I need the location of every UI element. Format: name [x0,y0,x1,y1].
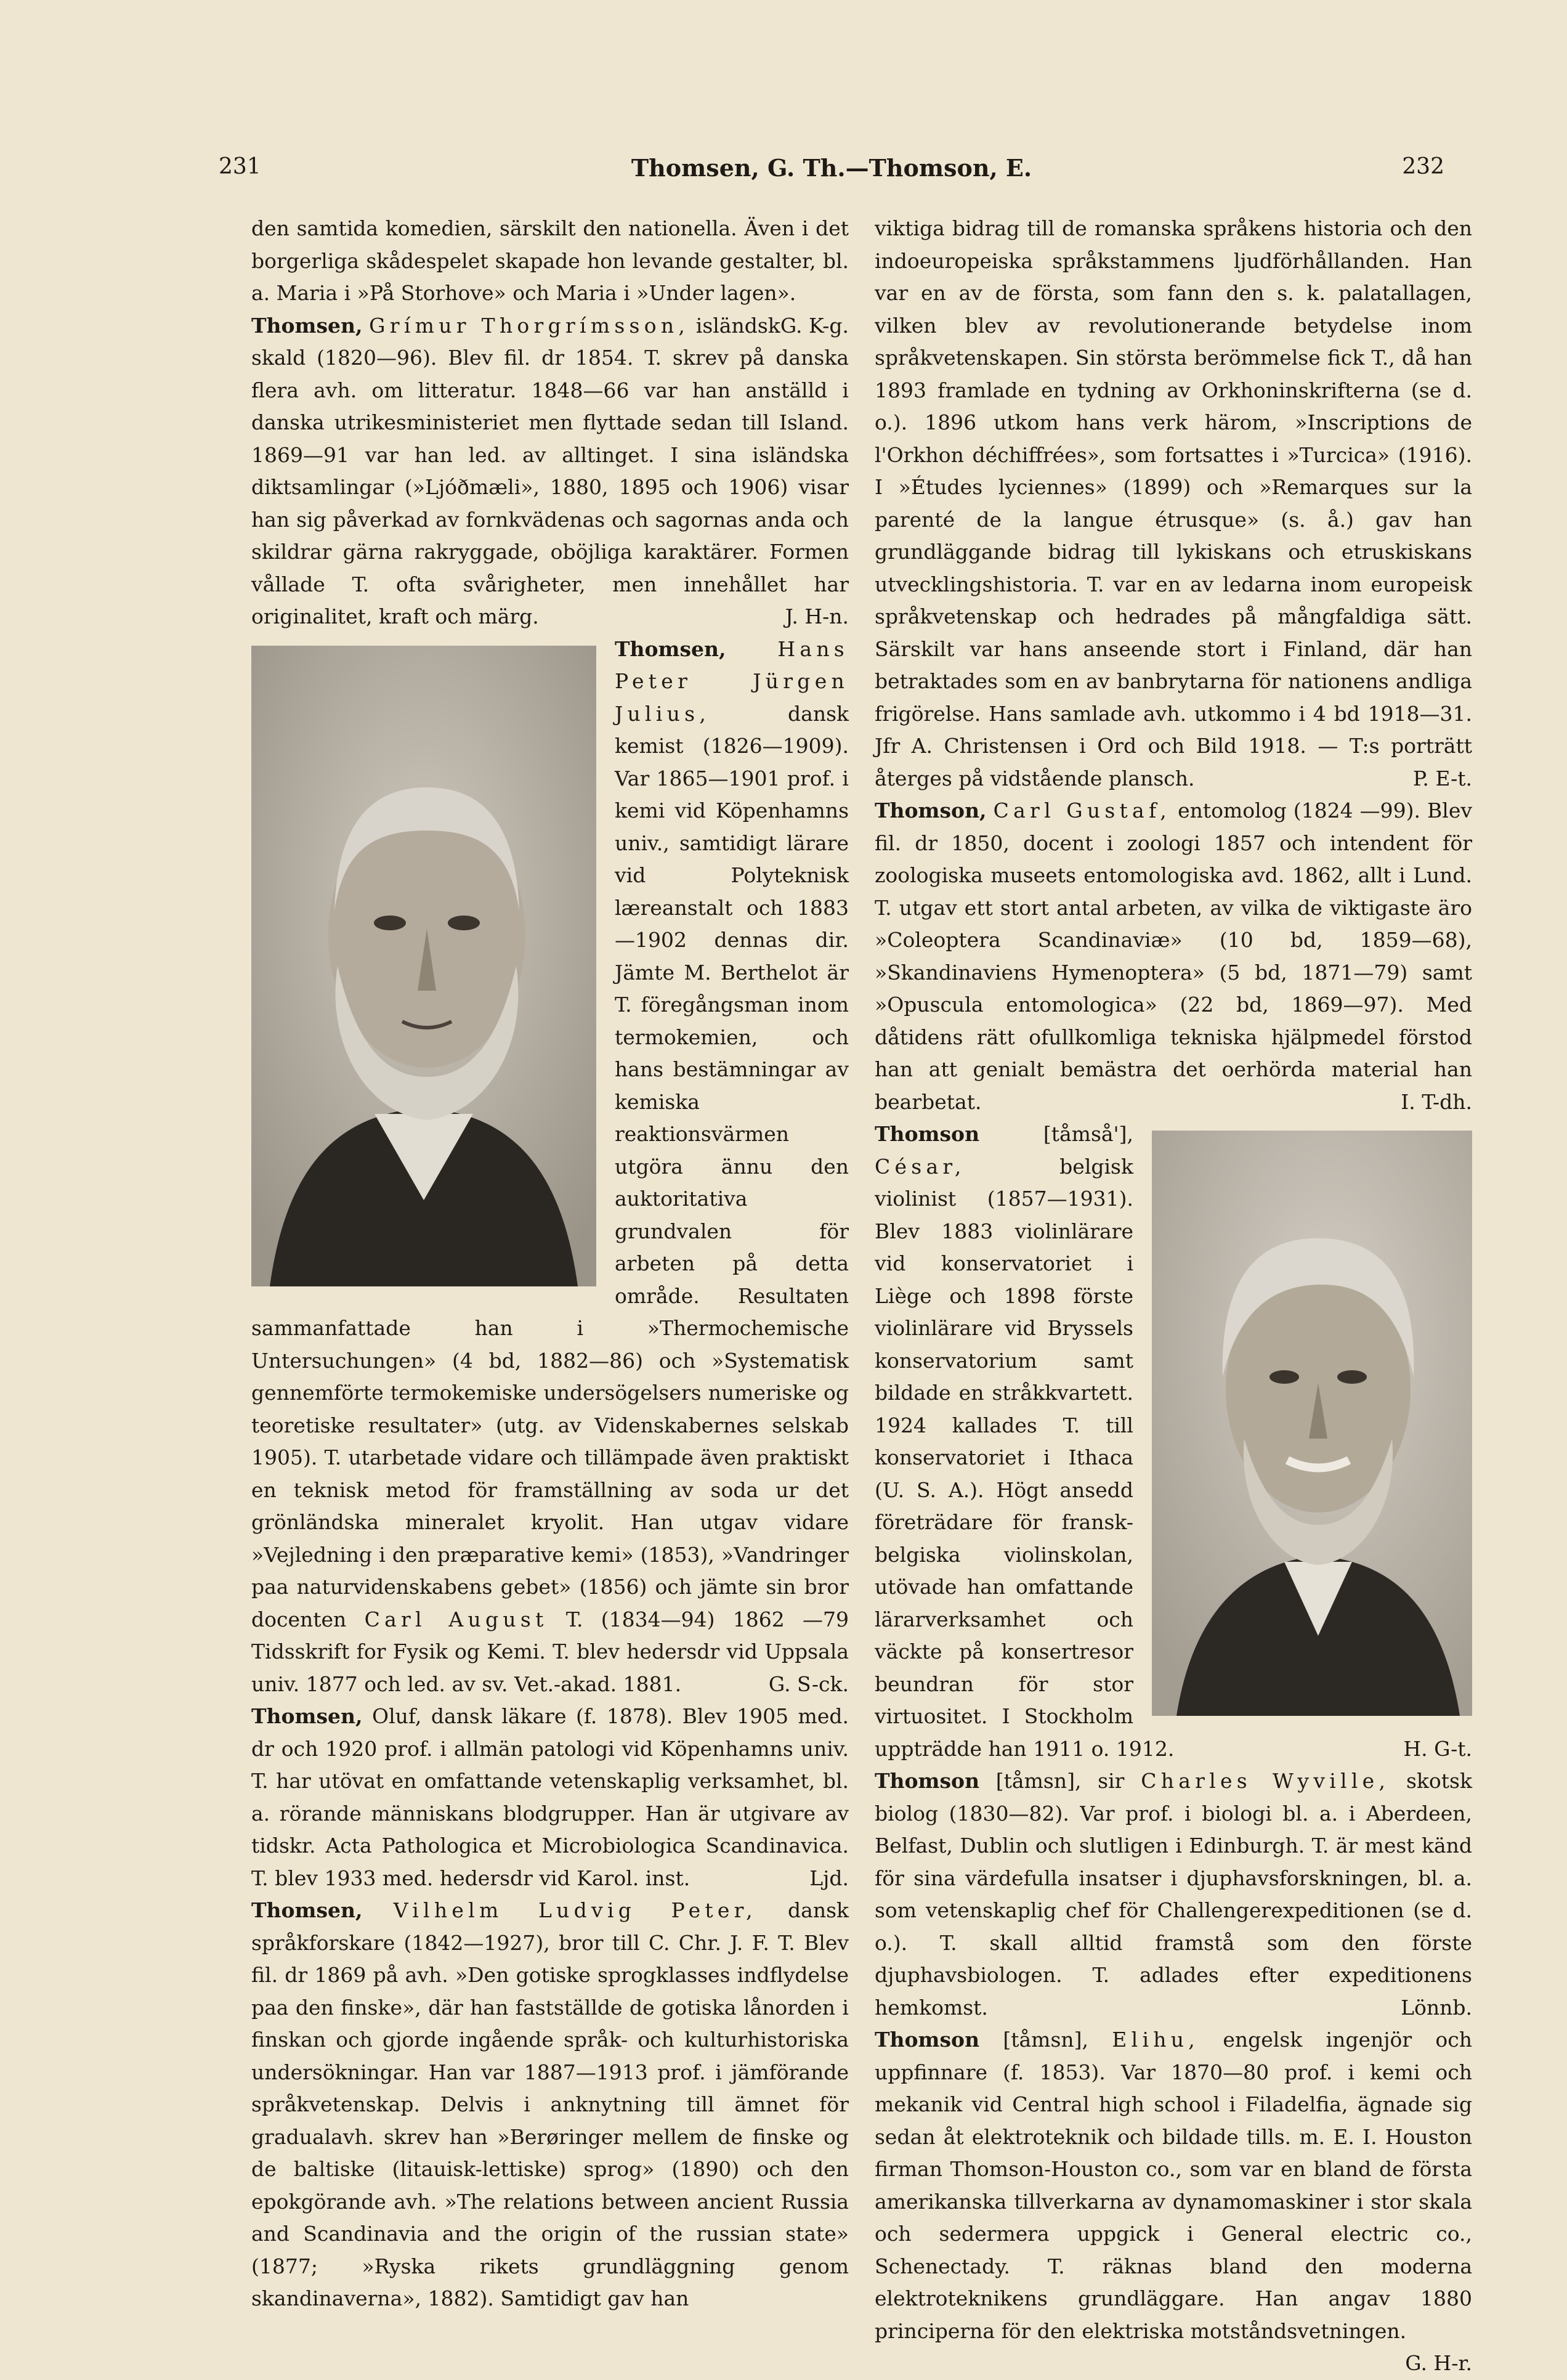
column-left [251,213,849,2310]
entry-thomsen-vilhelm: Thomsen, Vilhelm Ludvig Peter, dansk språkforskare (1842—1927), bror till C. Chr. J. F. T. Blev fil. dr 1869 på avh. »Den gotiske sprogklasses indflydelse paa den finske», där han fastställde de gotiska lånorden i finskan och gjorde ingående språk- och kulturhistoriska undersökningar. Han var 1887—1913 prof. i jämförande språkvetenskap. Delvis i anknytning till ämnet för gradualavh. skrev han »Berøringer mellem de finske og de baltiske (litauisk-lettiske) sprog» (1890) och den epokgörande avh. »The relations between ancient Russia and Scandinavia and the origin of the russian state» (1877; »Ryska rikets grundläggning genom skandinaverna», 1882). Samtidigt gav han [251,1898,849,2310]
pronunciation: [tåmså'], [1043,1122,1133,1146]
portrait-image [1152,1131,1472,1716]
portrait-image [251,646,596,1286]
page-number-left: 231 [219,154,261,179]
signature: Lönnb. [1401,1995,1472,2020]
entry-name: Hans Peter Jürgen Julius, [615,636,849,726]
entry-thomson-carl-gustaf: Thomson, Carl Gustaf, entomolog (1824 —99). Blev fil. dr 1850, docent i zoologi 1857 och intendent för zoologiska museets entomologiska avd. 1862, allt i Lund. T. utgav ett stort antal arbeten, av vilka de viktigaste äro »Coleoptera Scandinaviæ» (10 bd, 1859—68), »Skandinaviens Hymenoptera» (5 bd, 1871—79) samt »Opuscula entomologica» (22 bd, 1869—97). Med dåtidens rätt ofullkomliga tekniska hjälpmedel förstod han att genialt bemästra det oerhörda material han bearbetat. I. T-dh. [875,795,1472,1118]
portrait-hans-peter-thomsen [251,646,596,1286]
headword: Thomson, [875,798,987,822]
entry-thomsen-hans-peter: Thomsen, Hans Peter Jürgen Julius, dansk kemist (1826—1909). Var 1865—1901 prof. i kemi vid Köpenhamns univ., samtidigt lärare vid Polyteknisk læreanstalt och 1883 —1902 dennas dir. Jämte M. Berthelot är T. föregångsman inom termokemien, och hans bestämningar av kemiska reaktionsvärmen utgöra ännu den auktoritativa grundvalen för arbeten på detta område. Resultaten sammanfattade han i »Thermochemische Untersuchungen» (4 bd, 1882—86) och »Systematisk gennemförte termokemiske undersögelsers numeriske og teoretiske resultater» (utg. av Videnskabernes selskab 1905). T. utarbetade vidare och tillämpade även praktiskt en teknisk metod för framställning av soda ur det grönländska mineralet kryolit. Han utgav vidare »Vejledning i den præparative kemi» (1853), »Vandringer paa naturvidenskabens gebet» (1856) och jämte sin bror docenten Carl August T. (1834—94) 1862 —79 Tidsskrift for Fysik og Kemi. T. blev hedersdr vid Uppsala univ. 1877 och led. av sv. Vet.-akad. 1881. G. S-ck. [251,633,849,1701]
headword: Thomson [875,1769,980,1793]
signature: G. S-ck. [768,1671,849,1696]
signature: I. T-dh. [1401,1089,1472,1114]
entry-thomsen-oluf: Thomsen, Oluf, dansk läkare (f. 1878). Blev 1905 med. dr och 1920 prof. i allmän patologi vid Köpenhamns univ. T. har utövat en omfattande vetenskaplig verksamhet, bl. a. rörande människans blodgrupper. Han är utgivare av tidskr. Acta Pathologica et Microbiologica Scandinavica. T. blev 1933 med. hedersdr vid Karol. inst. Ljd. [251,1700,849,1895]
pronunciation: [tåmsn], [1003,2028,1088,2052]
entry-continuation: den samtida komedien, särskilt den nationella. Även i det borgerliga skådespelet skapade hon levande gestalter, bl. a. Maria i »På Storhove» och Maria i »Under lagen». G. K-g. [251,213,849,310]
headword: Thomsen, [251,1898,363,1922]
entry-name: Elihu, [1112,2028,1200,2052]
headword: Thomsen, [615,636,726,661]
signature: P. E-t. [1412,766,1472,790]
headword: Thomsen, [251,313,363,338]
entry-thomson-charles-wyville: Thomson [tåmsn], sir Charles Wyville, skotsk biolog (1830—82). Var prof. i biologi bl. a. i Aberdeen, Belfast, Dublin och slutligen i Edinburgh. T. är mest känd för sina värdefulla insatser i djuphavsforskningen, bl. a. som vetenskaplig chef för Challengerexpeditionen (se d. o.). T. skall alltid framstå som den förste djuphavsbiologen. T. adlades efter expeditionens hemkomst. Lönnb. [875,1765,1472,2024]
entry-name-secondary: Carl August [364,1607,548,1631]
entry-continuation: viktiga bidrag till de romanska språkens historia och den indoeuropeiska språkstammens ljudförhållanden. Han var en av de första, som fann den s. k. palatallagen, vilken blev av revolutionerande betydelse inom språkvetenskapen. Sin största berömmelse fick T., då han 1893 framlade en tydning av Orkhoninskrifterna (se d. o.). 1896 utkom hans verk härom, »Inscriptions de l'Orkhon déchiffrées», som fortsattes i »Turcica» (1916). I »Études lyciennes» (1899) och »Remarques sur la parenté de la langue étrusque» (s. å.) gav han grundläggande bidrag till lykiskans och etruskiskans utvecklingshistoria. T. var en av ledarna inom europeisk språkvetenskap och hedrades på mångfaldiga sätt. Särskilt var hans anseende stort i Finland, där han betraktades som en av banbrytarna för nationens andliga frigörelse. Hans samlade avh. utkommo i 4 bd 1918—31. Jfr A. Christensen i Ord och Bild 1918. — T:s porträtt återges på vidstående plansch. P. E-t. [875,213,1472,795]
pronunciation: [tåmsn], sir [995,1769,1125,1793]
signature: H. G-t. [1403,1736,1472,1761]
headword: Thomson [875,1122,980,1146]
portrait-cesar-thomson [1152,1131,1472,1716]
signature: G. H-r. [1405,2351,1472,2375]
entry-thomson-elihu: Thomson [tåmsn], Elihu, engelsk ingenjör och uppfinnare (f. 1853). Var 1870—80 prof. i kemi och mekanik vid Central high school i Filadelfia, ägnade sig sedan åt elektroteknik och bildade tills. m. E. I. Houston firman Thomson-Houston co., som var en bland de första amerikanska tillverkarna av dynamomaskiner i stor skala och sedermera uppgick i General electric co., Schenectady. T. räknas bland den moderna elektroteknikens grundläggare. Han angav 1880 principerna för den elektriska motståndsvetningen. G. H-r. [875,2024,1472,2347]
entry-name: Grímur Thorgrímsson, [369,313,690,338]
headword: Thomsen, [251,1704,363,1728]
entry-thomson-cesar: Thomson [tåmså'], César, belgisk violinist (1857—1931). Blev 1883 violinlärare vid konservatoriet i Liège och 1898 förste violinlärare vid Bryssels konservatorium samt bildade en stråkkvartett. 1924 kallades T. till konservatoriet i Ithaca (U. S. A.). Högt ansedd företrädare för fransk-belgiska violinskolan, utövade han omfattande lärarverksamhet och väckte på konsertresor beundran för stor virtuositet. I Stockholm uppträdde han 1911 o. 1912. H. G-t. [875,1118,1472,1765]
signature: J. H-n. [785,604,849,628]
header-title: Thomsen, G. Th.—Thomson, E. [631,154,1032,182]
signature: Ljd. [809,1866,849,1890]
page-number-right: 232 [1402,154,1444,179]
signature: G. K-g. [780,313,849,338]
entry-name: César, [875,1154,966,1179]
headword: Thomson [875,2028,980,2052]
entry-thomsen-grimur: Thomsen, Grímur Thorgrímsson, isländsk skald (1820—96). Blev fil. dr 1854. T. skrev på danska flera avh. om litteratur. 1848—66 var han anställd i danska utrikesministeriet men flyttade sedan till Island. 1869—91 var han led. av alltinget. I sina isländska diktsamlingar (»Ljóðmæli», 1880, 1895 och 1906) visar han sig påverkad av fornkvädenas och sagornas anda och skildrar gärna rakryggade, oböjliga karaktärer. Formen vållade T. ofta svårigheter, men innehållet har originalitet, kraft och märg. J. H-n. [251,310,849,633]
running-header [219,154,1444,191]
entry-name: Charles Wyville, [1141,1769,1390,1793]
column-right [875,213,1472,2375]
entry-name: Vilhelm Ludvig Peter, [393,1898,757,1922]
entry-name: Carl Gustaf, [993,798,1172,822]
